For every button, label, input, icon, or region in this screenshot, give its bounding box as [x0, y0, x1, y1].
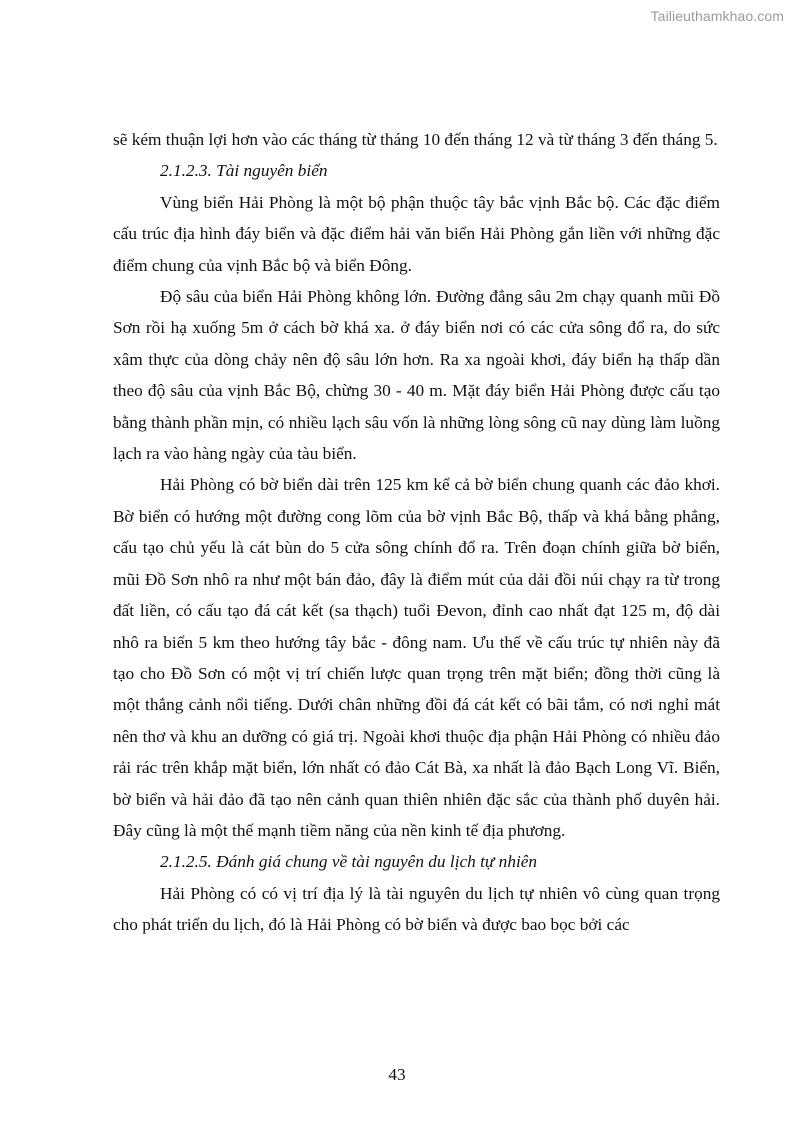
section-heading-tai-nguyen-bien: 2.1.2.3. Tài nguyên biển: [160, 161, 328, 181]
paragraph-body: Hải Phòng có bờ biển dài trên 125 km kể cả bờ biển chung quanh các đảo khơi. Bờ biển có hướng một đường cong lõm của bờ vịnh Bắc Bộ, thấp và khá bằng phẳng, cấu tạo chủ yếu là cát bùn do 5 cửa sông chính đổ ra. Trên đoạn chính giữa bờ biển, mũi Đồ Sơn nhô ra như một bán đảo, đây là điểm mút của dải đồi núi chạy ra từ trong đất liền, có cấu tạo đá cát kết (sa thạch) tuổi Đevon, đỉnh cao nhất đạt 125 m, độ dài nhô ra biển 5 km theo hướng tây bắc - đông nam. Ưu thế về cấu trúc tự nhiên này đã tạo cho Đồ Sơn có một vị trí chiến lược quan trọng trên mặt biển; đồng thời cũng là một thắng cảnh nổi tiếng. Dưới chân những đồi đá cát kết có bãi tắm, có nơi nghỉ mát nên thơ và khu an dưỡng có giá trị. Ngoài khơi thuộc địa phận Hải Phòng có nhiều đảo rải rác trên khắp mặt biển, lớn nhất có đảo Cát Bà, xa nhất là đảo Bạch Long Vĩ. Biển, bờ biển và hải đảo đã tạo nên cảnh quan thiên nhiên đặc sắc của thành phố duyên hải. Đây cũng là một thế mạnh tiềm năng của nền kinh tế địa phương.: [113, 475, 720, 840]
watermark-text: Tailieuthamkhao.com: [650, 8, 784, 24]
page-number: 43: [388, 1065, 406, 1084]
paragraph-body: Độ sâu của biển Hải Phòng không lớn. Đường đẳng sâu 2m chạy quanh mũi Đồ Sơn rồi hạ xuống 5m ở cách bờ khá xa. ở đáy biển nơi có các cửa sông đổ ra, do sức xâm thực của dòng chảy nên độ sâu lớn hơn. Ra xa ngoài khơi, đáy biển hạ thấp dần theo độ sâu của vịnh Bắc Bộ, chừng 30 - 40 m. Mặt đáy biển Hải Phòng được cấu tạo bằng thành phần mịn, có nhiều lạch sâu vốn là những lòng sông cũ nay dùng làm luồng lạch ra vào hàng ngày của tàu biển.: [113, 287, 720, 464]
paragraph-body: Vùng biển Hải Phòng là một bộ phận thuộc tây bắc vịnh Bắc bộ. Các đặc điểm cấu trúc địa hình đáy biển và đặc điểm hải văn biển Hải Phòng gắn liền với những đặc điểm chung của vịnh Bắc bộ và biển Đông.: [113, 192, 720, 275]
paragraph-continuation: sẽ kém thuận lợi hơn vào các tháng từ tháng 10 đến tháng 12 và từ tháng 3 đến tháng 5.: [113, 130, 718, 149]
section-heading-danh-gia-chung: 2.1.2.5. Đánh giá chung về tài nguyên du lịch tự nhiên: [160, 852, 538, 872]
paragraph-body: Hải Phòng có có vị trí địa lý là tài nguyên du lịch tự nhiên vô cùng quan trọng cho phát triển du lịch, đó là Hải Phòng có bờ biển và được bao bọc bởi các: [113, 883, 720, 935]
document-body: [113, 124, 720, 941]
